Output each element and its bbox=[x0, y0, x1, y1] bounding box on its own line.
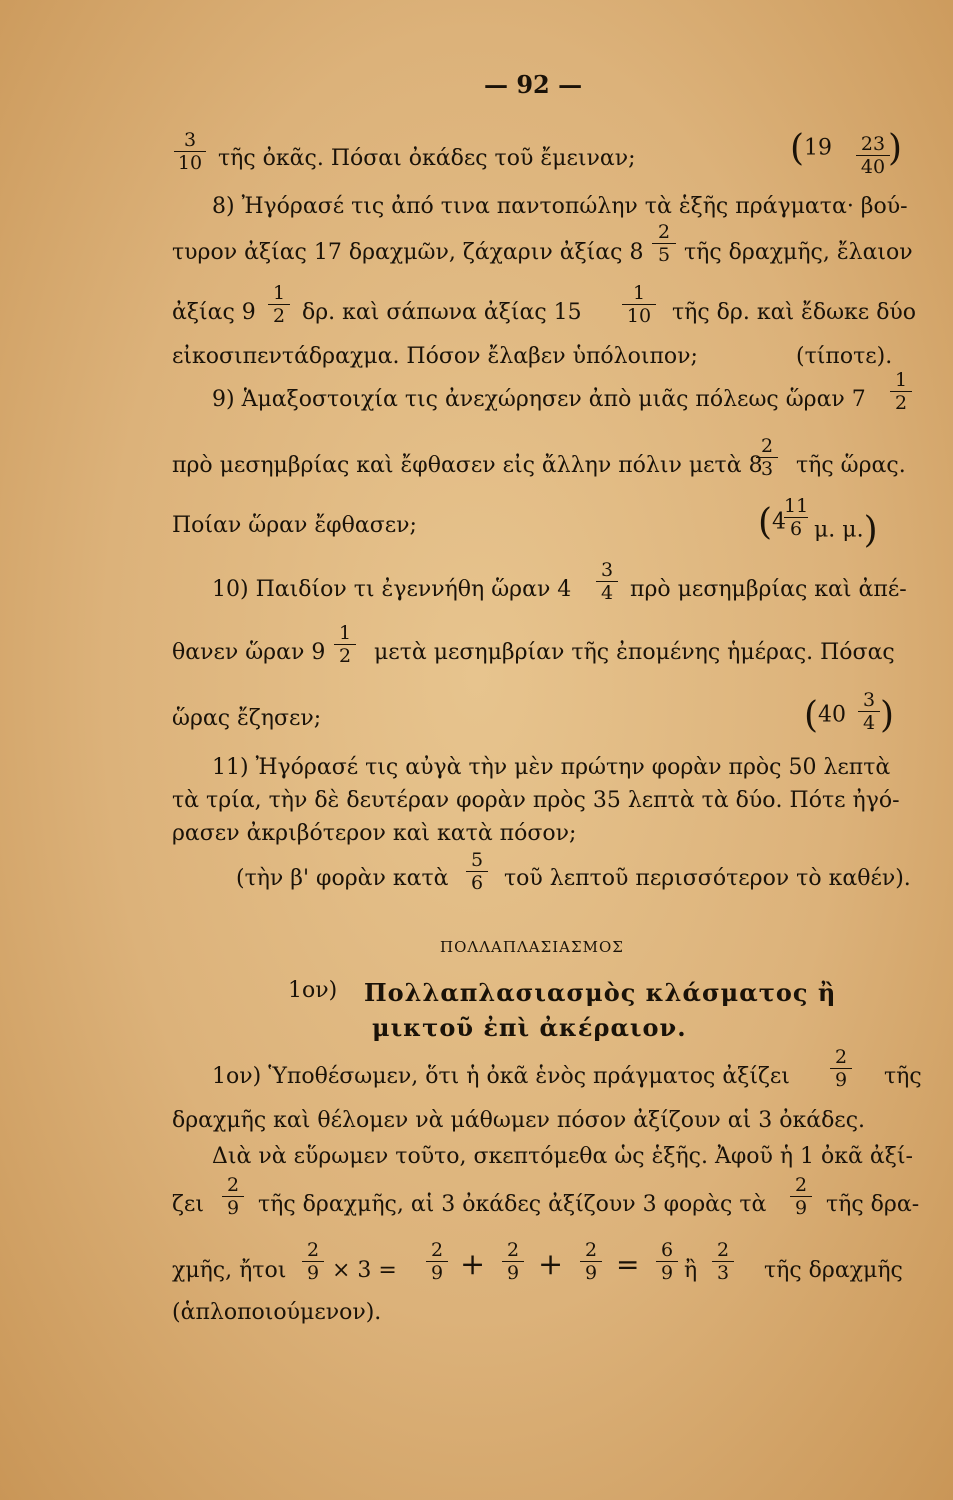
fraction-6-9: 6 9 bbox=[656, 1240, 678, 1283]
text-line-6: 9) Ἁμαξοστοιχία τις ἀνεχώρησεν ἀπὸ μιᾶς πόλεως ὥραν 7 bbox=[212, 387, 866, 412]
text-line-4c: τῆς δρ. καὶ ἔδωκε δύο bbox=[672, 300, 917, 325]
answer-5: (τίποτε). bbox=[796, 344, 893, 369]
text-line-11: ὥρας ἔζησεν; bbox=[172, 706, 322, 731]
fraction-2-9-g: 2 9 bbox=[580, 1240, 602, 1283]
fraction-2-3: 2 3 bbox=[756, 436, 778, 479]
fraction-1-2-c: 1 2 bbox=[334, 623, 356, 666]
text-line-4a: ἀξίας 9 bbox=[172, 300, 256, 325]
fraction-2-9-c: 2 9 bbox=[790, 1175, 812, 1218]
para-line-6: (ἁπλοποιούμενον). bbox=[172, 1300, 382, 1325]
heading-line-1: Πολλαπλασιασμὸς κλάσματος ἢ bbox=[364, 978, 837, 1007]
fraction-3-10: 3 10 bbox=[174, 130, 206, 173]
answer-1-close: ) bbox=[888, 128, 903, 169]
fraction-2-5: 2 5 bbox=[652, 222, 676, 265]
text-line-10a: θανεν ὥραν 9 bbox=[172, 640, 326, 665]
fraction-2-9-f: 2 9 bbox=[502, 1240, 524, 1283]
para-line-2: δραχμῆς καὶ θέλομεν νὰ μάθωμεν πόσον ἀξίζουν αἱ 3 ὀκάδες. bbox=[172, 1108, 866, 1133]
para-line-4a: ζει bbox=[172, 1192, 204, 1217]
text-line-7b: τῆς ὥρας. bbox=[796, 453, 906, 478]
answer-8-unit: μ. μ.) bbox=[814, 510, 878, 551]
para-line-1a: 1ον) Ὑποθέσωμεν, ὅτι ἡ ὀκᾶ ἑνὸς πράγματος ἀξίζει bbox=[212, 1064, 790, 1089]
heading-number: 1ον) bbox=[288, 978, 338, 1003]
text-line-7a: πρὸ μεσημβρίας καὶ ἔφθασεν εἰς ἄλλην πόλιν μετὰ 8 bbox=[172, 453, 763, 478]
fraction-23-40: 23 40 bbox=[856, 134, 890, 177]
text-line-1: τῆς ὀκᾶς. Πόσαι ὀκάδες τοῦ ἔμειναν; bbox=[218, 146, 636, 171]
text-line-9b: πρὸ μεσημβρίας καὶ ἀπέ- bbox=[630, 577, 907, 602]
text-line-8: Ποίαν ὥραν ἔφθασεν; bbox=[172, 513, 417, 538]
para-line-4c: τῆς δρα- bbox=[826, 1192, 920, 1217]
text-line-4b: δρ. καὶ σάπωνα ἀξίας 15 bbox=[302, 300, 582, 325]
fraction-1-10: 1 10 bbox=[622, 283, 656, 326]
equation-plus-2: + bbox=[538, 1247, 564, 1282]
text-line-3b: τῆς δραχμῆς, ἔλαιον bbox=[684, 240, 913, 265]
fraction-3-4-b: 3 4 bbox=[858, 690, 880, 733]
text-line-12: 11) Ἠγόρασέ τις αὐγὰ τὴν μὲν πρώτην φορὰν πρὸς 50 λεπτὰ bbox=[212, 755, 891, 780]
text-line-10b: μετὰ μεσημβρίαν τῆς ἐπομένης ἡμέρας. Πόσας bbox=[374, 640, 895, 665]
equation-or: ἢ bbox=[684, 1258, 698, 1283]
fraction-2-9-b: 2 9 bbox=[222, 1175, 244, 1218]
text-line-2: 8) Ἠγόρασέ τις ἀπό τινα παντοπώλην τὰ ἑξῆς πράγματα· βού- bbox=[212, 194, 908, 219]
section-title: ΠΟΛΛΑΠΛΑΣΙΑΣΜΟΣ bbox=[440, 938, 624, 956]
fraction-1-2-b: 1 2 bbox=[890, 370, 912, 413]
equation-plus-1: + bbox=[460, 1247, 486, 1282]
page-number: — 92 — bbox=[484, 70, 583, 99]
answer-11: (40 bbox=[804, 695, 847, 736]
fraction-5-6: 5 6 bbox=[466, 850, 488, 893]
fraction-2-9-e: 2 9 bbox=[426, 1240, 448, 1283]
text-line-13: τὰ τρία, τὴν δὲ δευτέραν φορὰν πρὸς 35 λεπτὰ τὰ δύο. Πότε ἠγό- bbox=[172, 788, 900, 813]
fraction-2-3-b: 2 3 bbox=[712, 1240, 734, 1283]
text-line-15a: (τὴν β' φορὰν κατὰ bbox=[236, 866, 449, 891]
answer-8: (4 bbox=[758, 502, 787, 543]
answer-1: (19 bbox=[790, 128, 833, 169]
text-line-5: εἰκοσιπεντάδραχμα. Πόσον ἔλαβεν ὑπόλοιπον; bbox=[172, 344, 698, 369]
fraction-2-9-d: 2 9 bbox=[302, 1240, 324, 1283]
para-line-1b: τῆς bbox=[884, 1064, 922, 1089]
text-line-14: ρασεν ἀκριβότερον καὶ κατὰ πόσον; bbox=[172, 821, 577, 846]
text-line-9a: 10) Παιδίον τι ἐγεννήθη ὥραν 4 bbox=[212, 577, 572, 602]
text-line-3a: τυρον ἀξίας 17 δραχμῶν, ζάχαριν ἀξίας 8 bbox=[172, 240, 644, 265]
fraction-2-9-a: 2 9 bbox=[830, 1047, 852, 1090]
text-line-15b: τοῦ λεπτοῦ περισσότερον τὸ καθέν). bbox=[504, 866, 911, 891]
para-line-5a: χμῆς, ἤτοι bbox=[172, 1258, 287, 1283]
fraction-1-2: 1 2 bbox=[268, 283, 290, 326]
answer-11-close: ) bbox=[880, 695, 895, 736]
para-line-3: Διὰ νὰ εὕρωμεν τοῦτο, σκεπτόμεθα ὡς ἑξῆς. Ἀφοῦ ἡ 1 ὀκᾶ ἀξί- bbox=[212, 1144, 913, 1169]
equation-equals: = bbox=[616, 1248, 640, 1281]
equation-times: × 3 = bbox=[332, 1258, 397, 1283]
heading-line-2: μικτοῦ ἐπὶ ἀκέραιον. bbox=[372, 1013, 687, 1042]
fraction-3-4: 3 4 bbox=[596, 560, 618, 603]
fraction-11-6: 11 6 bbox=[784, 495, 809, 540]
para-line-4b: τῆς δραχμῆς, αἱ 3 ὀκάδες ἀξίζουν 3 φορὰς τὰ bbox=[258, 1192, 767, 1217]
para-line-5g: τῆς δραχμῆς bbox=[764, 1258, 903, 1283]
